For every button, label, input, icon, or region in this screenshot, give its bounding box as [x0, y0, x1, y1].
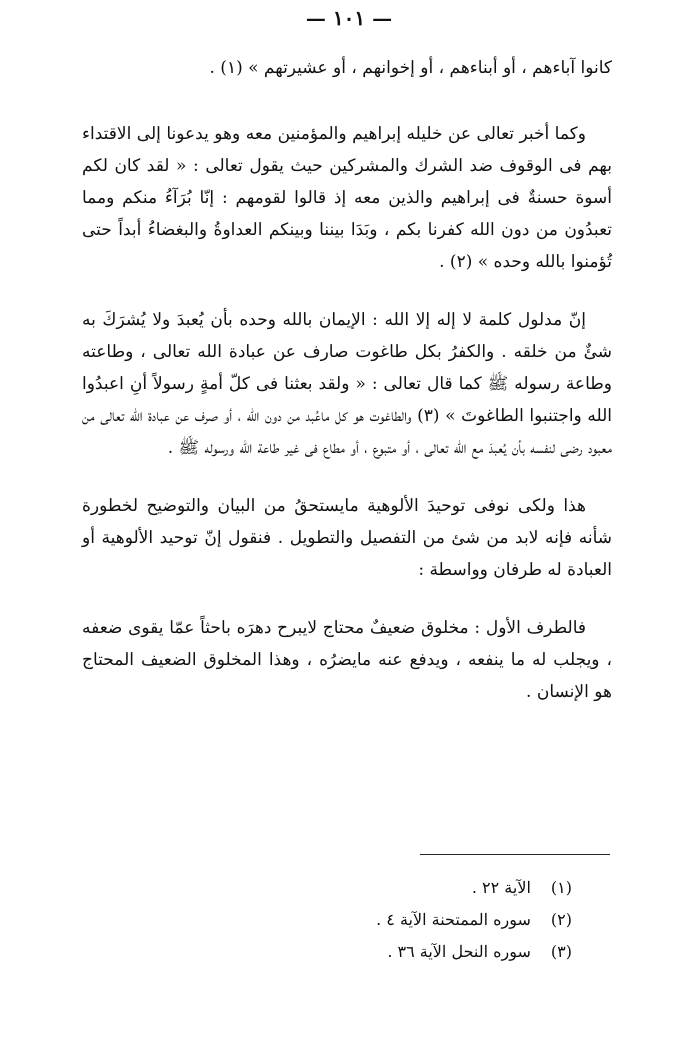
- paragraph-5: فالطرف الأول : مخلوق ضعيفٌ محتاج لايبرح دهرَه باحثاً عمّا يقوى ضعفه ، ويجلب له ما ينفعه ، ويدفع عنه مايضرُه ، وهذا المخلوق الضعيف المحتاج هو الإنسان .: [82, 618, 612, 702]
- paragraph-3: إنّ مدلول كلمة لا إله إلا الله : الإيمان بالله وحده بأن يُعبدَ ولا يُشرَكَ به شئٌ من خلقه . والكفرُ بكل طاغوت صارف عن عبادة الله تعالى ، وطاعته وطاعة رسوله ﷺ كما قال تعالى : « ولقد بعثنا فى كلّ أمةٍ رسولاً أنِ اعبدُوا الله واجتنبوا الطاغوتَ » (٣) والطاغوت هو كل ماعُبد من دون الله ، أو صرف عن عبادة الله تعالى من معبود رضى لنفسه بأن يُعبدَ مع الله تعالى ، أو متبوع ، أو مطاع فى غير طاعة الله ورسوله ﷺ .: [82, 310, 612, 458]
- paragraph-4: هذا ولكى نوفى توحيدَ الألوهية مايستحقُ من البيان والتوضيح لخطورة شأنه فإنه لابد من شئ من التفصيل والتطويل . فنقول إنّ توحيد الألوهية أو العبادة له طرفان وواسطة :: [82, 496, 612, 580]
- footnote-item: [272, 872, 572, 904]
- footnote-text: سوره الممتحنة الآية ٤ .: [376, 910, 531, 929]
- footnote-text: الآية ٢٢ .: [471, 878, 531, 897]
- footnote-item: [272, 904, 572, 936]
- body-text: [82, 52, 612, 734]
- paragraph-2: وكما أخبر تعالى عن خليله إبراهيم والمؤمنين معه وهو يدعونا إلى الاقتداء بهم فى الوقوف ضد الشرك والمشركين حيث يقول تعالى : « لقد كان لكم أسوة حسنةٌ فى إبراهيم والذين معه إذ قالوا لقومهم : إنّا بُرَآءُ منكم ومما تعبدُون من دون الله كفرنا بكم ، وبَدَا بيننا وبينكم العداوةُ والبغضاءُ أبداً حتى تُؤمنوا بالله وحده » (٢) .: [82, 124, 612, 272]
- footnote-item: [272, 936, 572, 968]
- footnote-number: (٣): [550, 942, 572, 961]
- page-number: — ١٠١ —: [305, 6, 393, 30]
- footnotes-list: [272, 872, 572, 968]
- footnote-number: (٢): [550, 910, 572, 929]
- footnote-text: سوره النحل الآية ٣٦ .: [387, 942, 531, 961]
- footnote-number: (١): [550, 878, 572, 897]
- footnote-separator: [420, 854, 610, 855]
- paragraph-1: كانوا آباءهم ، أو أبناءهم ، أو إخوانهم ، أو عشيرتهم » (١) .: [209, 58, 612, 78]
